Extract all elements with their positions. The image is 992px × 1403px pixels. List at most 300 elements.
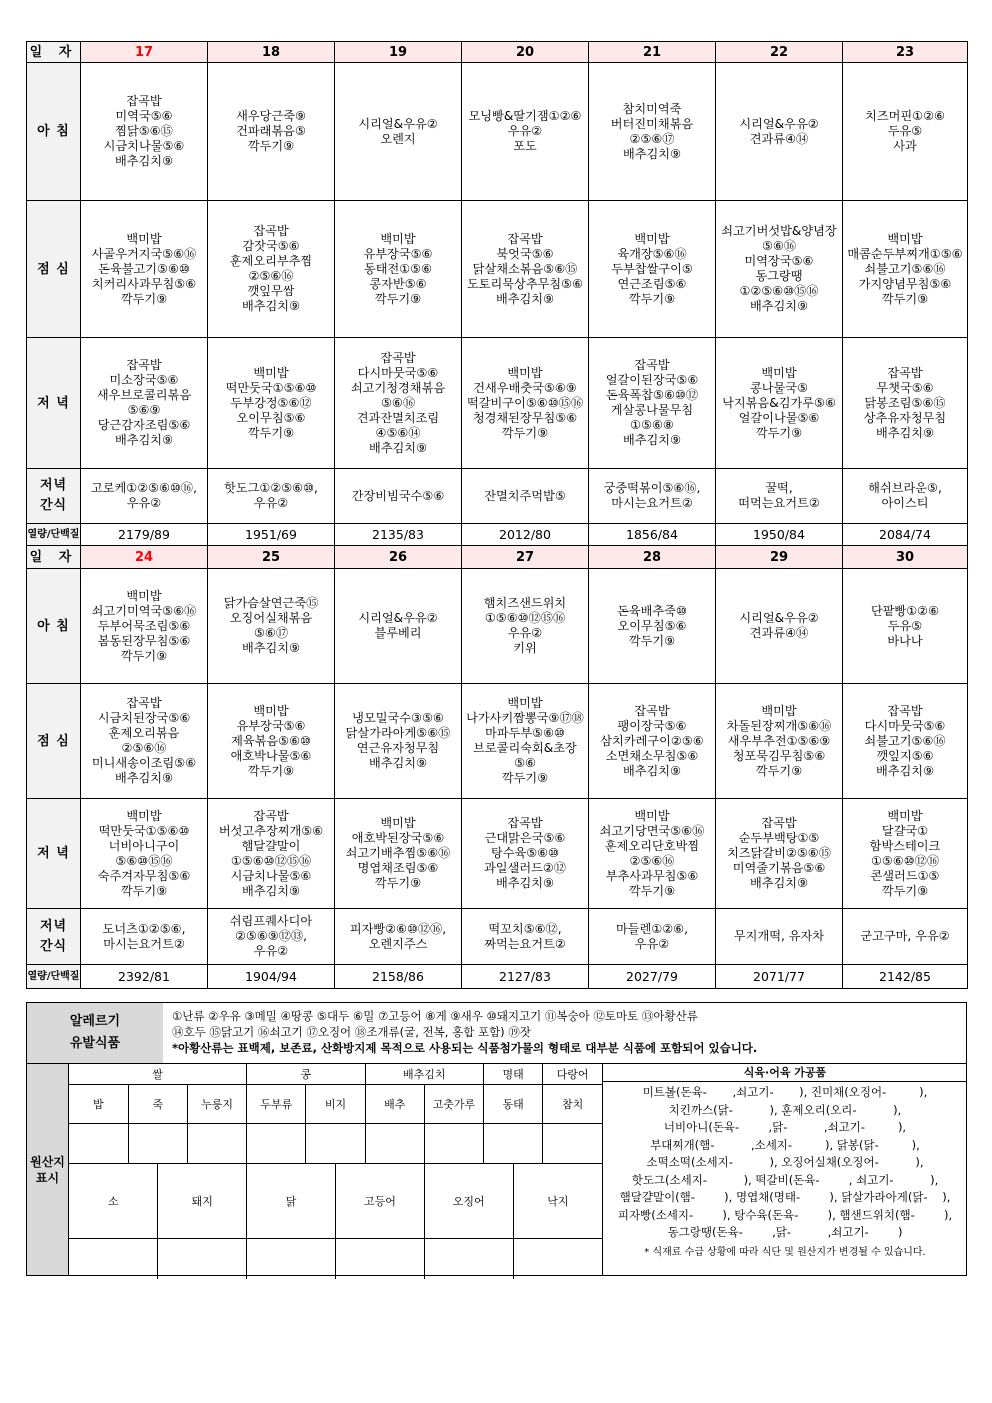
day-number: 21 <box>589 42 716 63</box>
menu-item: 다시마뭇국⑤⑥ <box>864 718 946 733</box>
allergy-list-2: ⑭호두 ⑮닭고기 ⑯쇠고기 ⑰오징어 ⑱조개류(굴, 전복, 홍합 포함) ⑲잣 <box>172 1025 531 1039</box>
snack-cell <box>208 909 335 965</box>
menu-item: 배추김치⑨ <box>241 299 301 313</box>
menu-item: 고로케①②⑤⑥⑩⑯, <box>90 481 197 495</box>
origin-sub-chili: 고춧가루 <box>424 1085 483 1124</box>
origin-blank <box>335 1239 424 1279</box>
menu-item: 마시는요거트② <box>103 936 185 951</box>
origin-group-tuna: 다랑어 <box>543 1064 602 1085</box>
menu-item: 배추김치⑨ <box>875 763 935 778</box>
menu-item: 깍두기⑨ <box>374 876 422 890</box>
dinner-cell <box>843 799 968 909</box>
menu-item: 떡꼬치⑤⑥⑫, <box>488 921 562 936</box>
allergy-label <box>27 1003 163 1063</box>
origin-blank <box>424 1124 483 1164</box>
menu-item: 배추김치⑨ <box>114 433 174 447</box>
snack-cell <box>81 909 208 965</box>
menu-item: 잡곡밥 <box>507 816 543 830</box>
menu-item: 탕수육⑤⑥⑩ <box>490 846 560 860</box>
menu-item: 백미밥 <box>507 696 543 710</box>
menu-item: 근대맑은국⑤⑥ <box>484 831 566 845</box>
breakfast-cell <box>81 569 208 684</box>
origin-blank <box>69 1239 158 1279</box>
menu-item: 미소장국⑤⑥ <box>109 373 179 387</box>
menu-item: 상추유자청무침 <box>863 410 947 425</box>
menu-item: 포도 <box>513 139 537 153</box>
breakfast-cell <box>462 63 589 201</box>
menu-item: 치즈닭갈비②⑤⑥⑮ <box>727 846 831 860</box>
origin-sub-cabbage: 배추 <box>365 1085 424 1124</box>
menu-item: 당근감자조림⑤⑥ <box>97 418 191 432</box>
menu-item: 깍두기⑨ <box>120 648 168 663</box>
menu-item: 배추김치⑨ <box>368 756 428 770</box>
menu-item: 짜먹는요거트② <box>484 936 566 951</box>
menu-item: 백미밥 <box>380 816 416 830</box>
kcal-protein-value: 2071/77 <box>716 965 843 989</box>
menu-item: 차돌된장찌개⑤⑥⑯ <box>726 718 832 733</box>
menu-item: 백미밥 <box>761 703 797 718</box>
menu-item: 깍두기⑨ <box>501 425 549 440</box>
menu-item: 두부강정⑤⑥⑫ <box>230 395 312 410</box>
menu-item: 명엽채조림⑤⑥ <box>357 861 439 875</box>
menu-item: 쇠고기배추찜⑤⑥⑯ <box>345 846 451 860</box>
menu-item: 청포묵김무침⑤⑥ <box>732 748 826 763</box>
origin-group-kimchi: 배추김치 <box>365 1064 483 1085</box>
menu-item: 시리얼&우유② <box>739 116 819 131</box>
origin-meat-mackerel: 고등어 <box>335 1164 424 1239</box>
lunch-row-label: 점 심 <box>27 201 81 338</box>
menu-item: 도너츠①②⑤⑥, <box>102 921 186 936</box>
snack-label-line: 저녁 <box>39 478 68 493</box>
menu-item: 부추사과무침⑤⑥ <box>605 868 699 883</box>
lunch-cell <box>462 684 589 799</box>
menu-item: 오렌지주스 <box>368 936 428 951</box>
menu-item: 배추김치⑨ <box>495 876 555 890</box>
processed-list <box>603 1082 967 1242</box>
origin-blank <box>365 1124 424 1164</box>
menu-item: 나가사키짬뽕국⑨⑰⑱ <box>466 711 584 725</box>
menu-item: 잡곡밥 <box>634 358 670 372</box>
menu-item: 치즈머핀①②⑥ <box>865 109 945 123</box>
dinner-cell <box>335 799 462 909</box>
menu-item: 아이스티 <box>881 496 929 510</box>
day-number: 20 <box>462 42 589 63</box>
menu-item: 버터진미채볶음 <box>610 116 694 131</box>
menu-item: 제육볶음⑤⑥⑩ <box>231 733 311 748</box>
snack-cell <box>843 909 968 965</box>
menu-item: 미니새송이조림⑤⑥ <box>91 756 197 770</box>
menu-item: 백미밥 <box>380 231 416 246</box>
kcal-protein-value: 2392/81 <box>81 965 208 989</box>
snack-cell <box>716 909 843 965</box>
menu-item: 배추김치⑨ <box>749 876 809 890</box>
menu-item: 깻잎무쌈 <box>247 284 295 298</box>
menu-item: 깍두기⑨ <box>374 291 422 306</box>
origin-note: * 식재료 수급 상황에 따라 식단 및 원산지가 변경될 수 있습니다. <box>644 1246 926 1258</box>
menu-item: 배추김치⑨ <box>241 883 301 898</box>
menu-item: 닭살채소볶음⑤⑥⑮ <box>472 261 578 276</box>
kcal-protein-value: 1856/84 <box>589 524 716 546</box>
processed-line: 핫도그(소세지- ), 떡갈비(돈육- , 쇠고기- ), <box>631 1172 939 1187</box>
origin-label <box>27 1064 69 1275</box>
menu-item: 잔멸치주먹밥⑤ <box>484 488 566 503</box>
breakfast-cell <box>843 63 968 201</box>
processed-line: 치킨까스(닭- ), 훈제오리(오리- ), <box>668 1102 902 1117</box>
origin-sub-nurungji: 누룽지 <box>187 1085 246 1124</box>
kcal-row-label: 열량/단백질 <box>27 524 81 546</box>
menu-item: 사골우거지국⑤⑥⑯ <box>91 246 197 261</box>
allergy-label-line2: 유발식품 <box>69 1036 121 1051</box>
dinner-cell <box>81 799 208 909</box>
menu-item: ⑤⑥⑯ <box>761 239 797 253</box>
menu-item: 깍두기⑨ <box>120 291 168 306</box>
menu-item: 견과잔멸치조림 <box>356 410 440 425</box>
dinner-cell <box>716 799 843 909</box>
menu-item: 돈육폭찹⑤⑥⑩⑫ <box>605 388 699 402</box>
dinner-cell <box>335 338 462 469</box>
menu-item: 잡곡밥 <box>126 94 162 108</box>
origin-sub-tofu: 두부류 <box>247 1085 306 1124</box>
menu-item: 도토리묵상추무침⑤⑥ <box>466 276 584 291</box>
kcal-protein-value: 2084/74 <box>843 524 968 546</box>
menu-item: 백미밥 <box>887 231 923 246</box>
menu-item: 버섯고추장찌개⑤⑥ <box>218 823 324 838</box>
menu-item: 쇠고기버섯밥&양념장 <box>721 224 837 238</box>
menu-item: 삼치카레구이②⑤⑥ <box>600 733 704 748</box>
menu-item: 마파두부⑤⑥⑩ <box>485 726 565 740</box>
menu-item: 백미밥 <box>507 365 543 380</box>
processed-line: 피자빵(소세지- ), 탕수육(돈육- ), 햄샌드위치(햄- ), <box>617 1207 953 1222</box>
snack-cell <box>462 909 589 965</box>
lunch-cell <box>81 201 208 338</box>
snack-label-line: 저녁 <box>39 918 68 934</box>
menu-item: 미역장국⑤⑥ <box>744 254 814 268</box>
lunch-cell <box>843 684 968 799</box>
menu-item: 돈육배추죽⑩ <box>617 603 687 618</box>
menu-item: 백미밥 <box>126 231 162 246</box>
menu-item: 게살콩나물무침 <box>610 403 694 417</box>
kcal-protein-value: 2012/80 <box>462 524 589 546</box>
kcal-protein-value: 2135/83 <box>335 524 462 546</box>
menu-item: 훈제오리볶음 <box>108 726 180 740</box>
day-number: 25 <box>208 546 335 569</box>
snack-row-label <box>27 469 81 524</box>
processed-line: 소떡소떡(소세지- ), 오징어실채(오징어- ), <box>646 1155 924 1169</box>
origin-info <box>26 1063 967 1276</box>
kcal-protein-value: 2158/86 <box>335 965 462 989</box>
dinner-cell <box>589 338 716 469</box>
menu-item: 백미밥 <box>253 703 289 718</box>
origin-blank <box>128 1124 187 1164</box>
menu-item: 새우브로콜리볶음 <box>96 388 192 402</box>
origin-meat-octopus: 낙지 <box>513 1164 602 1239</box>
menu-item: ②⑤⑥⑰ <box>629 131 675 146</box>
kcal-protein-value: 1950/84 <box>716 524 843 546</box>
processed-line: 너비아니(돈육- ,닭- ,쇠고기- ), <box>663 1120 907 1134</box>
menu-item: ②⑤⑥⑯ <box>121 741 167 755</box>
menu-item: 쉬림프퀘사디아 <box>229 914 313 928</box>
lunch-row-label: 점 심 <box>27 684 81 799</box>
lunch-cell <box>716 684 843 799</box>
menu-item: 백미밥 <box>634 808 670 823</box>
menu-item: 유부장국⑤⑥ <box>363 246 433 261</box>
dinner-cell <box>81 338 208 469</box>
day-number: 26 <box>335 546 462 569</box>
menu-item: 햄달걀말이 <box>241 838 301 853</box>
origin-meat-pork: 돼지 <box>158 1164 247 1239</box>
menu-item: 배추김치⑨ <box>114 771 174 785</box>
menu-item: 육개장⑤⑥⑯ <box>617 246 687 261</box>
menu-item: 봄동된장무침⑤⑥ <box>97 633 191 648</box>
menu-item: 궁중떡볶이⑤⑥⑯, <box>603 481 701 495</box>
snack-cell <box>589 469 716 524</box>
menu-item: 쇠불고기⑤⑥⑯ <box>864 261 946 276</box>
menu-item: 무챗국⑤⑥ <box>876 380 934 395</box>
menu-item: ①⑤⑥⑩⑫⑮⑯ <box>230 853 312 868</box>
menu-item: 닭봉조림⑤⑥⑮ <box>864 395 946 410</box>
menu-item: 오징어실채볶음 <box>229 611 313 625</box>
menu-item: 미역줄기볶음⑤⑥ <box>732 861 826 875</box>
menu-item: 잡곡밥 <box>126 358 162 372</box>
origin-blank <box>306 1124 365 1164</box>
menu-item: 군고구마, 우유② <box>860 929 950 943</box>
origin-meat-grid <box>69 1164 602 1279</box>
menu-item: 백미밥 <box>253 365 289 380</box>
menu-item: 두부어묵조림⑤⑥ <box>97 618 191 633</box>
menu-item: 시리얼&우유② <box>358 611 438 625</box>
menu-item: 배추김치⑨ <box>241 641 301 655</box>
menu-item: 시금치나물⑤⑥ <box>103 139 185 153</box>
kcal-row-label: 열량/단백질 <box>27 965 81 989</box>
menu-item: 무지개떡, 유자차 <box>733 929 825 943</box>
menu-item: 햄치즈샌드위치 <box>483 596 567 610</box>
menu-item: 찜닭⑤⑥⑮ <box>115 124 173 138</box>
menu-item: 배추김치⑨ <box>495 291 555 306</box>
menu-item: 배추김치⑨ <box>368 440 428 455</box>
menu-item: 깍두기⑨ <box>755 425 803 440</box>
kcal-protein-value: 1951/69 <box>208 524 335 546</box>
menu-item: 피자빵②⑥⑩⑫⑯, <box>349 921 447 936</box>
origin-sub-porridge: 죽 <box>128 1085 187 1124</box>
allergy-label-line1: 알레르기 <box>69 1014 121 1029</box>
menu-item: 청경채된장무침⑤⑥ <box>472 410 578 425</box>
menu-item: 시금치된장국⑤⑥ <box>97 711 191 725</box>
day-number: 23 <box>843 42 968 63</box>
snack-cell <box>81 469 208 524</box>
menu-item: 숙주겨자무침⑤⑥ <box>97 868 191 883</box>
menu-item: 북엇국⑤⑥ <box>496 246 554 261</box>
menu-item: 백미밥 <box>634 231 670 246</box>
processed-line: 미트볼(돈육- ,쇠고기- ), 진미채(오징어- ), <box>642 1085 928 1099</box>
dinner-row-label: 저 녁 <box>27 799 81 909</box>
origin-blank <box>247 1239 336 1279</box>
processed-line: 동그랑땡(돈육- ,닭- ,쇠고기- ) <box>667 1225 903 1239</box>
snack-cell <box>208 469 335 524</box>
menu-item: 유부장국⑤⑥ <box>236 718 306 733</box>
dinner-cell <box>462 338 589 469</box>
menu-item: ⑤⑥⑰ <box>253 626 289 640</box>
breakfast-cell <box>462 569 589 684</box>
origin-blank <box>69 1124 128 1164</box>
menu-item: 시리얼&우유② <box>739 611 819 625</box>
breakfast-cell <box>335 63 462 201</box>
origin-sub-dongtae: 동태 <box>484 1085 543 1124</box>
dinner-cell <box>843 338 968 469</box>
day-number: 17 <box>81 42 208 63</box>
snack-label-line: 간식 <box>39 938 68 954</box>
origin-sub-rice: 밥 <box>69 1085 128 1124</box>
menu-item: 바나나 <box>887 633 923 648</box>
dinner-cell <box>716 338 843 469</box>
menu-item: 배추김치⑨ <box>875 425 935 440</box>
menu-item: 너비아니구이 <box>108 838 180 853</box>
menu-item: 핫도그①②⑤⑥⑩, <box>224 481 318 495</box>
menu-item: 쇠고기청경채볶음 <box>350 380 446 395</box>
menu-item: 콩나물국⑤ <box>749 380 809 395</box>
dinner-cell <box>208 799 335 909</box>
processed-food-origin <box>602 1064 967 1275</box>
menu-item: 새우부추전①⑤⑥⑨ <box>727 733 831 748</box>
menu-item: ②⑤⑥⑯ <box>248 269 294 283</box>
day-number: 24 <box>81 546 208 569</box>
menu-item: 백미밥 <box>761 365 797 380</box>
menu-item: 잡곡밥 <box>253 808 289 823</box>
menu-item: 우유② <box>507 124 543 138</box>
kcal-protein-value: 2142/85 <box>843 965 968 989</box>
kcal-protein-value: 2127/83 <box>462 965 589 989</box>
menu-item: ①⑤⑥⑩⑫⑯ <box>870 853 940 868</box>
menu-item: ①⑤⑥⑩⑫⑮⑯ <box>484 611 566 625</box>
origin-sub-tuna: 참치 <box>543 1085 602 1124</box>
menu-item: 잡곡밥 <box>253 224 289 238</box>
menu-item: 냉모밀국수③⑤⑥ <box>352 711 444 725</box>
menu-item: 애호박나물⑤⑥ <box>230 748 312 763</box>
menu-item: 잡곡밥 <box>507 231 543 246</box>
origin-sub-biji: 비지 <box>306 1085 365 1124</box>
allergy-info <box>26 1002 967 1064</box>
menu-item: 동태전①⑤⑥ <box>363 261 433 276</box>
processed-title: 식육·어육 가공품 <box>603 1064 967 1082</box>
menu-item: 깍두기⑨ <box>628 291 676 306</box>
lunch-cell <box>81 684 208 799</box>
menu-item: ⑤⑥ <box>514 756 536 770</box>
snack-row-label <box>27 909 81 965</box>
menu-item: 깍두기⑨ <box>247 425 295 440</box>
lunch-cell <box>208 201 335 338</box>
menu-item: 치커리사과무침⑤⑥ <box>91 276 197 291</box>
menu-item: 매콤순두부찌개①⑤⑥ <box>847 246 963 261</box>
allergy-note: *아황산류는 표백제, 보존료, 산화방지제 목적으로 사용되는 식품첨가물의 형태로 대부분 식품에 포함되어 있습니다. <box>172 1041 758 1055</box>
day-number: 19 <box>335 42 462 63</box>
menu-item: ①⑤⑥⑧ <box>630 418 674 432</box>
day-number: 27 <box>462 546 589 569</box>
menu-item: 우유② <box>253 496 289 510</box>
menu-item: 다시마뭇국⑤⑥ <box>357 365 439 380</box>
menu-item: 사과 <box>893 139 917 153</box>
menu-item: 시리얼&우유② <box>358 116 438 131</box>
menu-item: 마시는요거트② <box>611 496 693 510</box>
day-number: 30 <box>843 546 968 569</box>
origin-meat-chicken: 닭 <box>247 1164 336 1239</box>
menu-item: 우유② <box>507 626 543 640</box>
origin-group-rice: 쌀 <box>69 1064 247 1085</box>
origin-blank <box>484 1124 543 1164</box>
snack-cell <box>843 469 968 524</box>
breakfast-row-label: 아 침 <box>27 569 81 684</box>
breakfast-cell <box>208 569 335 684</box>
menu-item: 우유② <box>634 936 670 951</box>
day-number: 28 <box>589 546 716 569</box>
breakfast-cell <box>589 63 716 201</box>
menu-item: 잡곡밥 <box>380 350 416 365</box>
menu-item: 깍두기⑨ <box>247 763 295 778</box>
menu-item: 감잣국⑤⑥ <box>242 239 300 253</box>
menu-item: 견과류④⑭ <box>749 626 809 640</box>
lunch-cell <box>462 201 589 338</box>
menu-item: 콘샐러드①⑤ <box>870 868 940 883</box>
origin-meat-squid: 오징어 <box>424 1164 513 1239</box>
menu-item: 깍두기⑨ <box>881 291 929 306</box>
menu-item: 백미밥 <box>887 808 923 823</box>
menu-item: 배추김치⑨ <box>622 433 682 447</box>
menu-item: ⑤⑥⑯ <box>380 395 416 410</box>
menu-item: 두유⑤ <box>887 618 923 633</box>
menu-item: 배추김치⑨ <box>622 146 682 161</box>
snack-cell <box>462 469 589 524</box>
menu-item: 키위 <box>513 641 537 655</box>
lunch-cell <box>335 201 462 338</box>
menu-item: 닭가슴살연근죽⑮ <box>223 596 319 610</box>
menu-item: 오렌지 <box>380 131 416 146</box>
processed-line: 햄달걀말이(햄- ), 명엽채(명태- ), 닭살가라아게(닭- ), <box>619 1190 951 1204</box>
menu-item: 팽이장국⑤⑥ <box>617 718 687 733</box>
menu-item: 동그랑땡 <box>755 269 803 283</box>
day-number: 18 <box>208 42 335 63</box>
menu-item: 브로콜리숙회&초장 <box>473 741 577 755</box>
menu-item: 새우당근죽⑨ <box>236 109 306 123</box>
menu-item: 건파래볶음⑤ <box>236 124 306 138</box>
snack-cell <box>335 469 462 524</box>
menu-item: 떡만둣국①⑤⑥⑩ <box>98 823 190 838</box>
menu-item: ④⑤⑥⑭ <box>375 425 421 440</box>
menu-item: 두유⑤ <box>887 124 923 138</box>
menu-item: 깍두기⑨ <box>628 883 676 898</box>
date-header-label: 일 자 <box>27 42 81 63</box>
menu-item: 참치미역죽 <box>622 101 682 116</box>
breakfast-cell <box>208 63 335 201</box>
menu-item: ②⑤⑥⑯ <box>629 853 675 868</box>
lunch-cell <box>843 201 968 338</box>
origin-grid <box>69 1064 602 1279</box>
menu-item: 단팥빵①②⑥ <box>870 603 940 618</box>
breakfast-cell <box>716 569 843 684</box>
menu-item: 잡곡밥 <box>634 703 670 718</box>
origin-blank <box>187 1124 246 1164</box>
menu-item: 깍두기⑨ <box>247 139 295 153</box>
lunch-cell <box>589 684 716 799</box>
menu-item: 함박스테이크 <box>869 838 941 853</box>
menu-item: 훈제오리부추찜 <box>229 254 313 268</box>
menu-item: 우유② <box>253 944 289 958</box>
origin-blank <box>424 1239 513 1279</box>
menu-item: 오이무침⑤⑥ <box>236 410 306 425</box>
menu-item: 잡곡밥 <box>126 696 162 710</box>
day-number: 22 <box>716 42 843 63</box>
breakfast-row-label: 아 침 <box>27 63 81 201</box>
menu-item: 깻잎지⑤⑥ <box>876 748 934 763</box>
allergy-list-1: ①난류 ②우유 ③메밀 ④땅콩 ⑤대두 ⑥밀 ⑦고등어 ⑧게 ⑨새우 ⑩돼지고기 ⑪복숭아 ⑫토마토 ⑬아황산류 <box>172 1009 698 1023</box>
menu-item: 깍두기⑨ <box>881 883 929 898</box>
